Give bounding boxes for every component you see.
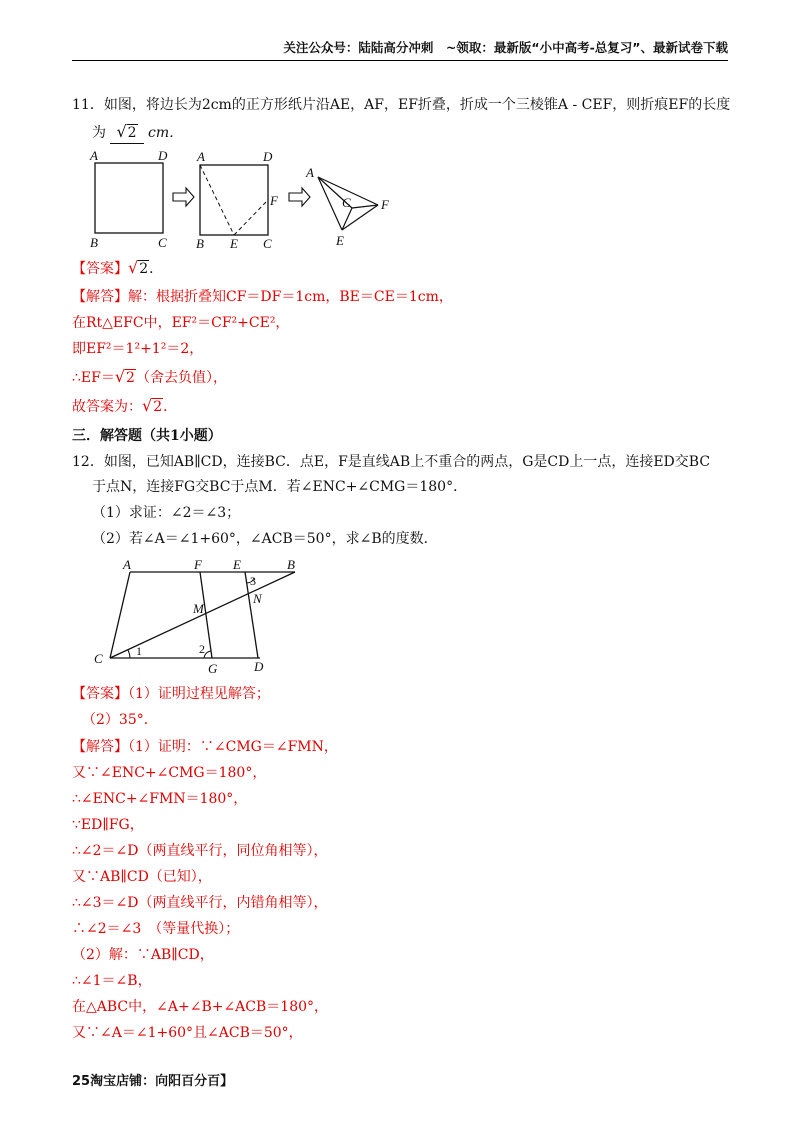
q11-solution-2: 在Rt△EFC中，EF²＝CF²+CE²， bbox=[72, 315, 290, 331]
q12-part1: （1）求证：∠2＝∠3； bbox=[92, 505, 241, 521]
q12-line1: 12．如图，已知AB∥CD，连接BC．点E，F是直线AB上不重合的两点，G是CD上一点，连接ED交BC bbox=[72, 454, 711, 470]
label-g: G bbox=[208, 661, 218, 676]
label-a1: A bbox=[90, 148, 98, 163]
label-c2: C bbox=[263, 236, 272, 251]
q11-line2 bbox=[92, 122, 183, 144]
q11-solution-1 bbox=[72, 287, 453, 307]
q11-answer-value: 2 bbox=[139, 261, 149, 277]
q11-line2-post: cm． bbox=[148, 125, 184, 141]
q11-sol1-text: 解：根据折叠知CF＝DF＝1cm，BE＝CE＝1cm， bbox=[128, 289, 453, 305]
q12-figure bbox=[90, 552, 320, 677]
q11-sol4-value: 2 bbox=[126, 370, 135, 386]
q12-line2: 于点N，连接FG交BC于点M．若∠ENC+∠CMG＝180°． bbox=[92, 479, 468, 495]
q11-line2-pre: 为 bbox=[92, 125, 106, 141]
q11-sol5-post: ． bbox=[163, 399, 178, 415]
q12-solution-1: 又∵∠ENC+∠CMG＝180°， bbox=[72, 765, 267, 781]
label-e2: E bbox=[230, 236, 238, 251]
answer-tag: 【答案】 bbox=[72, 261, 128, 277]
q12-ans1-text: （1）证明过程见解答； bbox=[128, 686, 270, 702]
q12-solution-tag: 【解答】 bbox=[72, 739, 128, 755]
label-c: C bbox=[94, 651, 103, 666]
label-c3: C bbox=[342, 195, 351, 210]
angle-2-arc bbox=[204, 651, 211, 658]
label-b2: B bbox=[196, 236, 204, 251]
label-d: D bbox=[254, 659, 264, 674]
label-a: A bbox=[123, 557, 131, 572]
label-3: 3 bbox=[250, 574, 256, 588]
line-ac bbox=[110, 572, 130, 658]
q11-sol5-pre: 故答案为： bbox=[72, 399, 142, 415]
square-2 bbox=[200, 165, 268, 235]
q12-solution-10: 在△ABC中，∠A+∠B+∠ACB＝180°， bbox=[72, 999, 329, 1015]
q11-figure bbox=[80, 145, 520, 255]
q12-answer-1 bbox=[72, 684, 270, 704]
q12-solution-2: ∴∠ENC+∠FMN＝180°， bbox=[72, 791, 248, 807]
label-d1: D bbox=[158, 148, 168, 163]
q11-blank-value: 2 bbox=[127, 125, 137, 141]
label-a3: A bbox=[306, 165, 314, 180]
fold-ae bbox=[200, 165, 234, 235]
page-footer: 25淘宝店铺：向阳百分百】 bbox=[72, 1074, 234, 1089]
q11-solution-3: 即EF²＝1²+1²＝2， bbox=[72, 341, 204, 357]
q12-solution-4: ∴∠2＝∠D（两直线平行，同位角相等）， bbox=[72, 843, 328, 859]
q11-sol4-post: （舍去负值）， bbox=[135, 370, 227, 386]
q12-solution-7: ∴∠2＝∠3 （等量代换）； bbox=[72, 921, 240, 937]
q12-part2: （2）若∠A＝∠1+60°，∠ACB＝50°，求∠B的度数． bbox=[92, 531, 438, 547]
q11-line1: 11．如图，将边长为2cm的正方形纸片沿AE，AF，EF折叠，折成一个三棱锥A - CEF，则折痕EF的长度 bbox=[72, 97, 731, 113]
q12-solution-5: 又∵AB∥CD（已知）， bbox=[72, 869, 212, 885]
q11-answer-end: ． bbox=[149, 261, 164, 277]
square-1 bbox=[95, 163, 163, 233]
label-e3: E bbox=[336, 233, 344, 248]
label-d2: D bbox=[263, 149, 273, 164]
label-f2: F bbox=[270, 193, 278, 208]
page-header: 关注公众号：陆陆高分冲刺 ~领取：最新版“小中高考-总复习”、最新试卷下载 bbox=[283, 40, 728, 55]
q11-answer-blank: √2 bbox=[110, 122, 143, 144]
arrow-icon-1 bbox=[173, 188, 194, 206]
label-m: M bbox=[193, 601, 204, 616]
q12-answer-tag: 【答案】 bbox=[72, 686, 128, 702]
q12-answer-2: （2）35°． bbox=[82, 712, 158, 728]
q11-sol4-pre: ∴EF＝ bbox=[72, 370, 115, 386]
q12-solution-11: 又∵∠A＝∠1+60°且∠ACB＝50°， bbox=[72, 1025, 303, 1041]
arrow-icon-2 bbox=[289, 188, 310, 206]
angle-1-arc bbox=[128, 650, 130, 658]
label-b: B bbox=[287, 557, 295, 572]
label-2: 2 bbox=[199, 642, 205, 656]
q11-answer: 【答案】√2． bbox=[72, 258, 164, 277]
q12-solution-6: ∴∠3＝∠D（两直线平行，内错角相等）， bbox=[72, 895, 328, 911]
q12-sol0-text: （1）证明：∵∠CMG＝∠FMN， bbox=[128, 739, 338, 755]
fold-ef bbox=[234, 200, 268, 235]
label-f3: F bbox=[381, 197, 389, 212]
label-n: N bbox=[253, 591, 262, 606]
q11-sol5-value: 2 bbox=[153, 399, 163, 415]
solution-tag: 【解答】 bbox=[72, 289, 128, 305]
label-c1: C bbox=[158, 235, 167, 250]
q12-solution-9: ∴∠1＝∠B， bbox=[72, 973, 152, 989]
label-a2: A bbox=[197, 149, 205, 164]
q12-solution-8: （2）解：∵AB∥CD， bbox=[72, 947, 214, 963]
header-rule bbox=[72, 60, 728, 61]
q12-solution-0 bbox=[72, 737, 338, 757]
q11-solution-4: ∴EF＝√2（舍去负值）， bbox=[72, 367, 227, 386]
section-title: 三．解答题（共1小题） bbox=[72, 428, 222, 444]
q12-solution-3: ∵ED∥FG， bbox=[72, 817, 144, 833]
label-b1: B bbox=[90, 235, 98, 250]
label-e: E bbox=[233, 557, 241, 572]
label-f: F bbox=[194, 557, 202, 572]
q11-solution-5: 故答案为：√2． bbox=[72, 396, 178, 415]
label-1: 1 bbox=[136, 644, 142, 658]
